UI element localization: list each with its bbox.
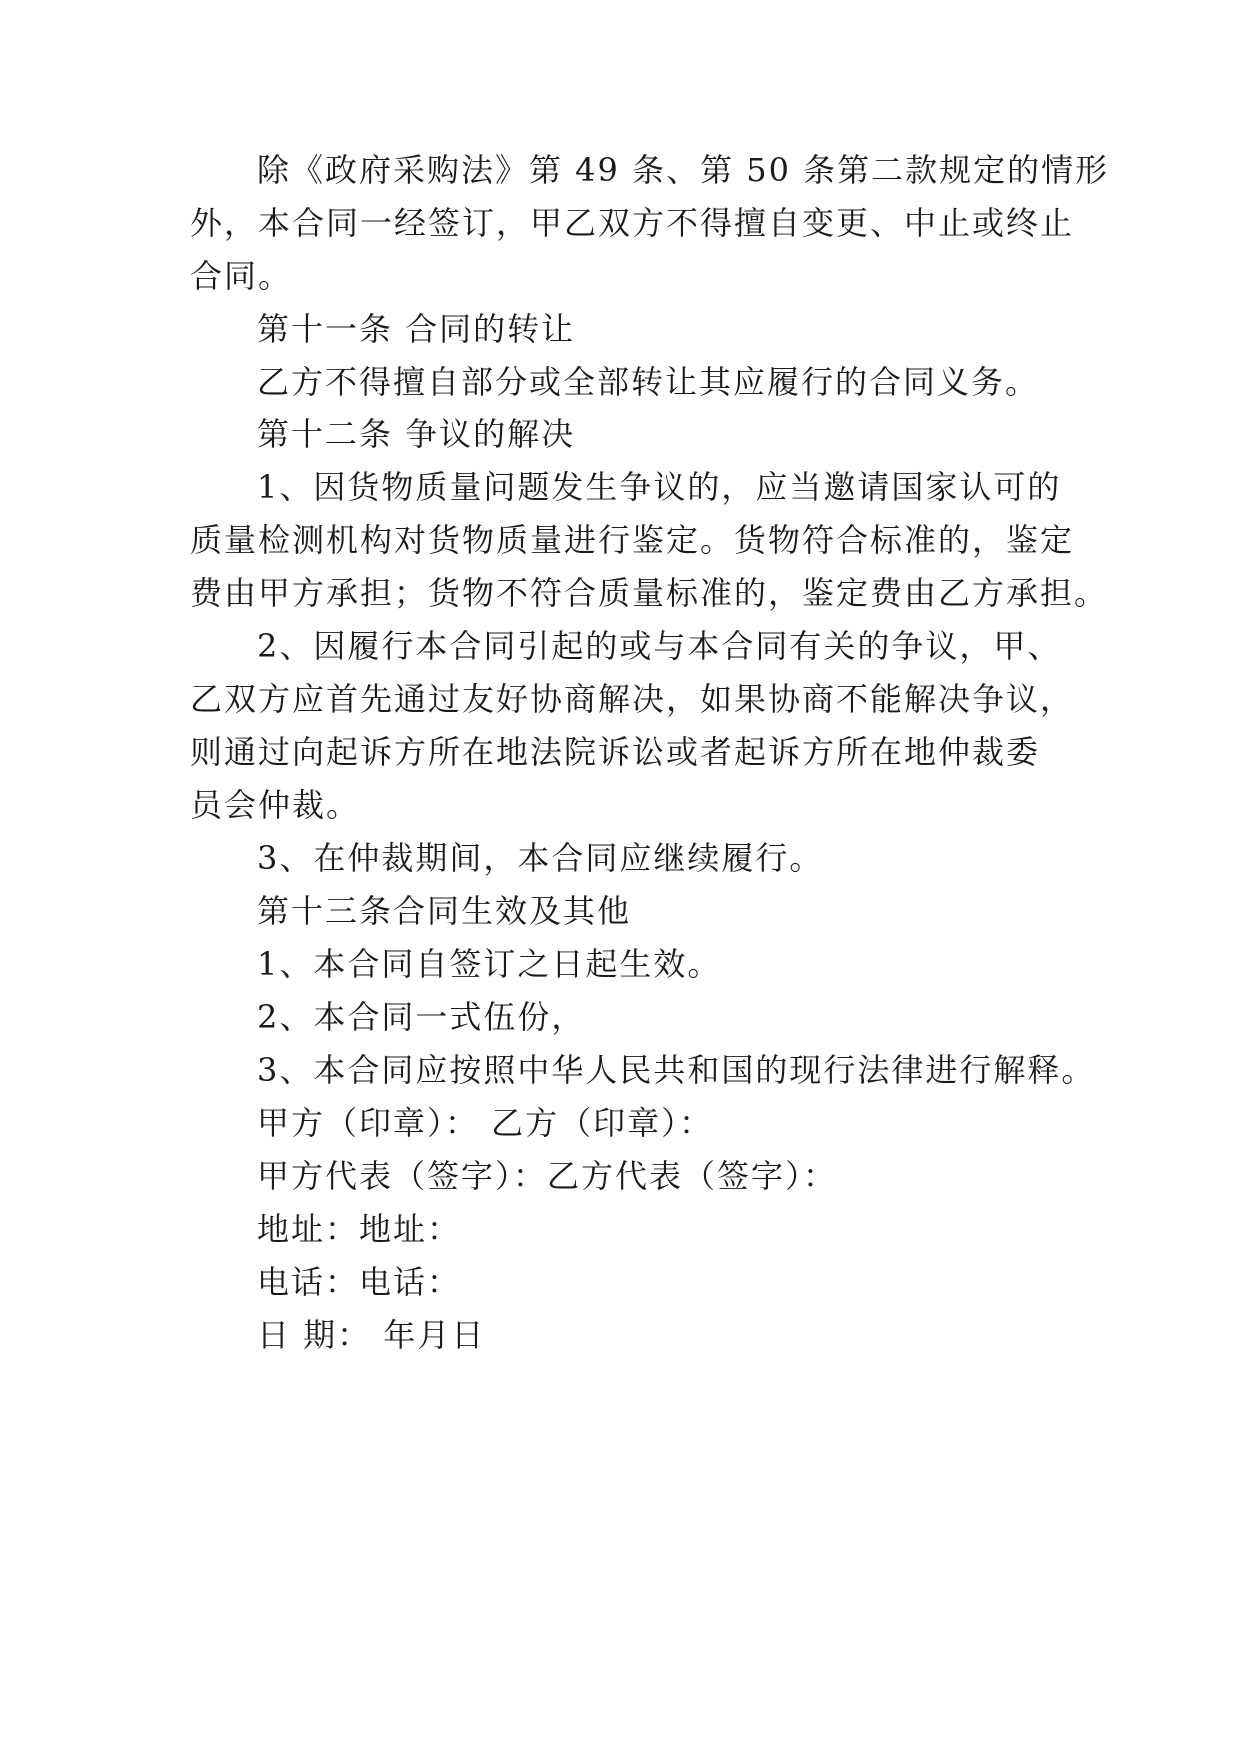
paragraph-line: 2、因履行本合同引起的或与本合同有关的争议，甲、 (257, 627, 1062, 665)
clause-heading: 第十二条 争议的解决 (257, 415, 576, 453)
paragraph-line: 1、本合同自签订之日起生效。 (257, 945, 722, 983)
paragraph-line: 质量检测机构对货物质量进行鉴定。货物符合标准的，鉴定 (190, 521, 1075, 559)
paragraph-line: 2、本合同一式伍份， (257, 998, 586, 1036)
paragraph-line: 1、因货物质量问题发生争议的，应当邀请国家认可的 (257, 468, 1062, 506)
paragraph-line: 除《政府采购法》第 49 条、第 50 条第二款规定的情形 (257, 151, 1110, 189)
paragraph-line: 乙方不得擅自部分或全部转让其应履行的合同义务。 (257, 363, 1040, 401)
paragraph-line: 乙双方应首先通过友好协商解决，如果协商不能解决争议， (190, 680, 1075, 718)
seal-line: 甲方（印章）： 乙方（印章）： (257, 1104, 714, 1142)
address-line: 地址：地址： (257, 1210, 462, 1248)
paragraph-line: 则通过向起诉方所在地法院诉讼或者起诉方所在地仲裁委 (190, 733, 1041, 771)
paragraph-line: 3、在仲裁期间，本合同应继续履行。 (257, 839, 824, 877)
paragraph-line: 外，本合同一经签订，甲乙双方不得擅自变更、中止或终止 (190, 204, 1075, 242)
clause-heading: 第十三条合同生效及其他 (257, 892, 632, 930)
date-line: 日 期： 年月日 (257, 1316, 486, 1354)
paragraph-line: 3、本合同应按照中华人民共和国的现行法律进行解释。 (257, 1051, 1096, 1089)
clause-heading: 第十一条 合同的转让 (257, 310, 576, 348)
representative-line: 甲方代表（签字）：乙方代表（签字）： (257, 1157, 838, 1195)
paragraph-line: 费由甲方承担；货物不符合质量标准的，鉴定费由乙方承担。 (190, 574, 1109, 612)
paragraph-line: 合同。 (190, 257, 293, 295)
paragraph-line: 员会仲裁。 (190, 786, 361, 824)
phone-line: 电话：电话： (257, 1263, 462, 1301)
